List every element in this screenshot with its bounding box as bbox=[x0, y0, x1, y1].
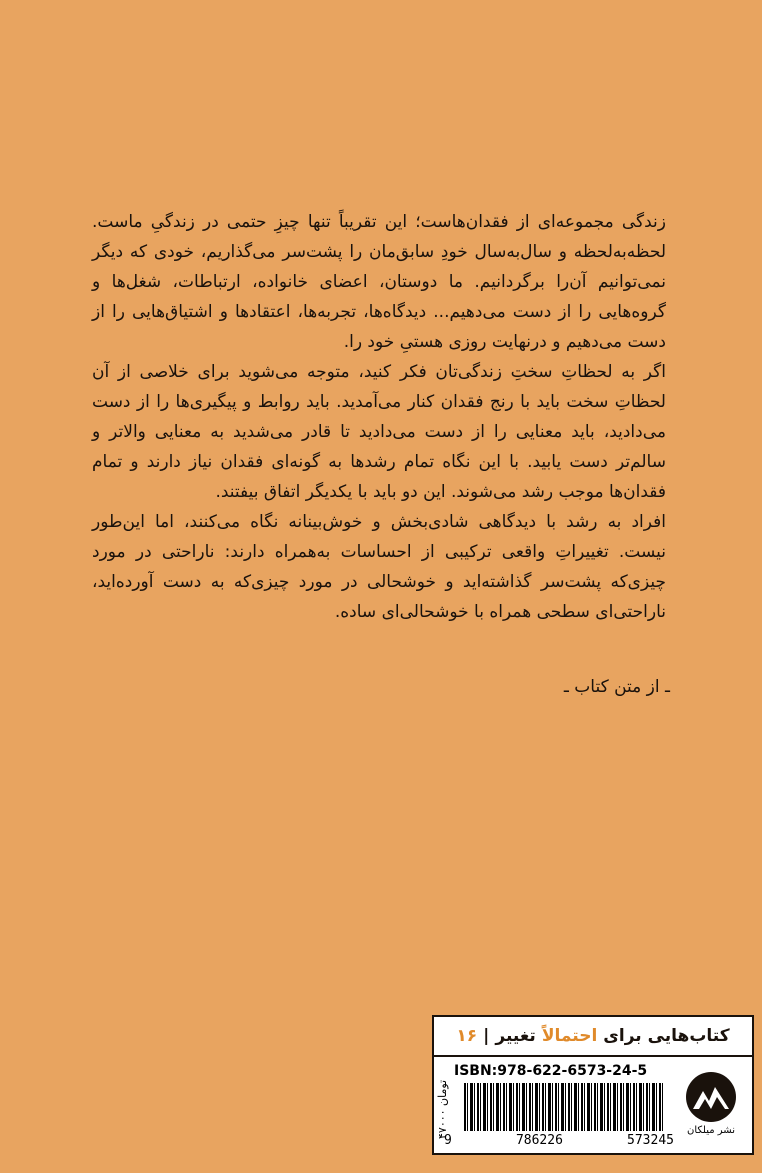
barcode-digits bbox=[444, 1133, 674, 1148]
excerpt-paragraph-2: اگر به لحظاتِ سختِ زندگی‌تان فکر کنید، متوجه می‌شوید برای خلاصی از آن لحظاتِ سخت باید با رنج فقدان کنار می‌آمدید. باید روابط و پیگیری‌ها را از دست می‌دادید، باید معنایی را از دست می‌دادید تا قادر می‌شدید به معنایی والاتر و سالم‌تر دست یابید. با این نگاه تمام رشدها به گونه‌ای فقدان نیاز دارند و تمام فقدان‌ها موجب رشد می‌شوند. این دو باید با یکدیگر اتفاق بیفتند. bbox=[92, 362, 666, 502]
series-accent-word: احتمالاً bbox=[541, 1026, 598, 1046]
series-separator: | bbox=[483, 1026, 490, 1046]
publisher-block bbox=[682, 1071, 740, 1143]
barcode-digit-group-2: 786226 bbox=[515, 1133, 563, 1148]
excerpt-paragraph-1: زندگی مجموعه‌ای از فقدان‌هاست؛ این تقریباً تنها چیزِ حتمی در زندگیِ ماست. لحظه‌به‌لحظه و سال‌به‌سال خودِ سابق‌مان را پشت‌سر می‌گذاریم، خودی که دیگر نمی‌توانیم آن‌را برگردانیم. ما دوستان، اعضای خانواده، ارتباطات، شغل‌ها و گروه‌هایی را از دست می‌دهیم... دیدگاه‌ها، تجربه‌ها، اعتقادها و اشتیاق‌هایی را از دست می‌دهیم و درنهایت روزی هستیِ خود را. bbox=[92, 212, 666, 352]
barcode-digit-group-1: 9 bbox=[444, 1133, 452, 1148]
isbn-label: ISBN:978-622-6573-24-5 bbox=[454, 1063, 648, 1079]
series-suffix: تغییر bbox=[495, 1026, 536, 1046]
series-number: ۱۶ bbox=[456, 1026, 478, 1046]
series-banner bbox=[432, 1015, 754, 1057]
barcode-panel bbox=[432, 1057, 754, 1155]
publisher-name: نشر میلکان bbox=[687, 1125, 735, 1136]
series-prefix: کتاب‌هایی برای bbox=[603, 1026, 730, 1046]
back-cover-excerpt bbox=[92, 207, 666, 627]
price-label: ۴۷۰۰۰ تومان bbox=[436, 1079, 449, 1139]
barcode-digit-group-3: 573245 bbox=[627, 1133, 674, 1148]
excerpt-paragraph-3: افراد به رشد با دیدگاهی شادی‌بخش و خوش‌بینانه نگاه می‌کنند، اما این‌طور نیست. تغییراتِ واقعی ترکیبی از احساسات به‌همراه دارند: ناراحتی در مورد چیزی‌که پشت‌سر گذاشته‌اید و خوشحالی در مورد چیزی‌که به دست آورده‌اید، ناراحتی‌ای سطحی همراه با خوشحالی‌ای ساده. bbox=[92, 512, 666, 622]
publisher-logo-icon bbox=[685, 1071, 737, 1123]
barcode-icon bbox=[464, 1083, 664, 1131]
excerpt-source: ـ از متن کتاب ـ bbox=[563, 677, 670, 697]
